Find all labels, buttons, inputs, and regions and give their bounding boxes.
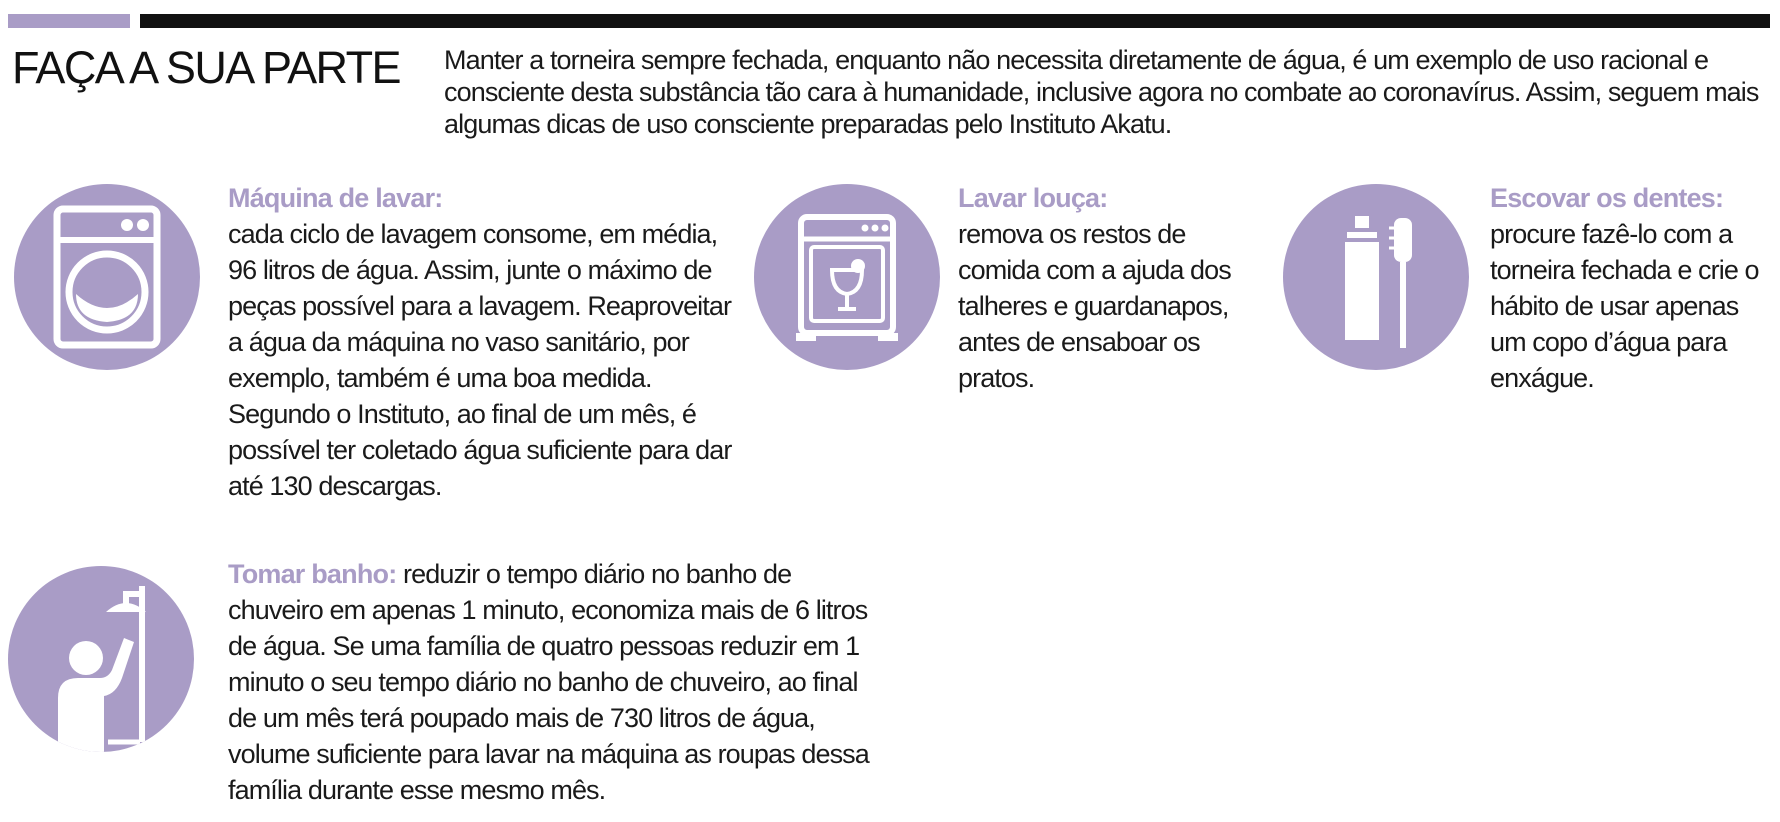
accent-bar [8, 14, 130, 28]
tip-shower-heading: Tomar banho: [228, 559, 397, 589]
toothbrush-toothpaste-icon [1283, 184, 1469, 370]
header-rule [140, 14, 1770, 28]
tip-dishes-heading: Lavar louça: [958, 183, 1108, 213]
shower-icon [8, 566, 194, 752]
tip-machine [228, 180, 748, 504]
tip-dishes [958, 180, 1258, 396]
dishwasher-icon [754, 184, 940, 370]
tip-machine-heading: Máquina de lavar: [228, 183, 443, 213]
tip-teeth-text: procure fazê-lo com a torneira fechada e crie o hábito de usar apenas um copo d’água para enxágue. [1490, 219, 1759, 393]
tip-teeth-heading: Escovar os dentes: [1490, 183, 1724, 213]
intro-text: Manter a torneira sempre fechada, enquanto não necessita diretamente de água, é um exemplo de uso racional e consciente desta substância tão cara à humanidade, inclusive agora no combate ao coronavírus. Assim, seguem mais algumas dicas de uso consciente preparadas pelo Instituto Akatu. [444, 45, 1759, 139]
washing-machine-icon [14, 184, 200, 370]
tip-machine-text: cada ciclo de lavagem consome, em média, 96 litros de água. Assim, junte o máximo de peças possível para a lavagem. Reaproveitar a água da máquina no vaso sanitário, por exemplo, também é uma boa medida. Segundo o Instituto, ao final de um mês, é possível ter coletado água suficiente para dar até 130 descargas. [228, 219, 732, 501]
tip-shower [228, 556, 888, 808]
tip-shower-text: reduzir o tempo diário no banho de chuveiro em apenas 1 minuto, economiza mais de 6 litros de água. Se uma família de quatro pessoas reduzir em 1 minuto o seu tempo diário no banho de chuveiro, ao final de um mês terá poupado mais de 730 litros de água, volume suficiente para lavar na máquina as roupas dessa família durante esse mesmo mês. [228, 559, 869, 805]
page-title: FAÇA A SUA PARTE [12, 42, 400, 93]
tip-dishes-text: remova os restos de comida com a ajuda dos talheres e guardanapos, antes de ensaboar os pratos. [958, 219, 1231, 393]
tip-teeth [1490, 180, 1775, 396]
